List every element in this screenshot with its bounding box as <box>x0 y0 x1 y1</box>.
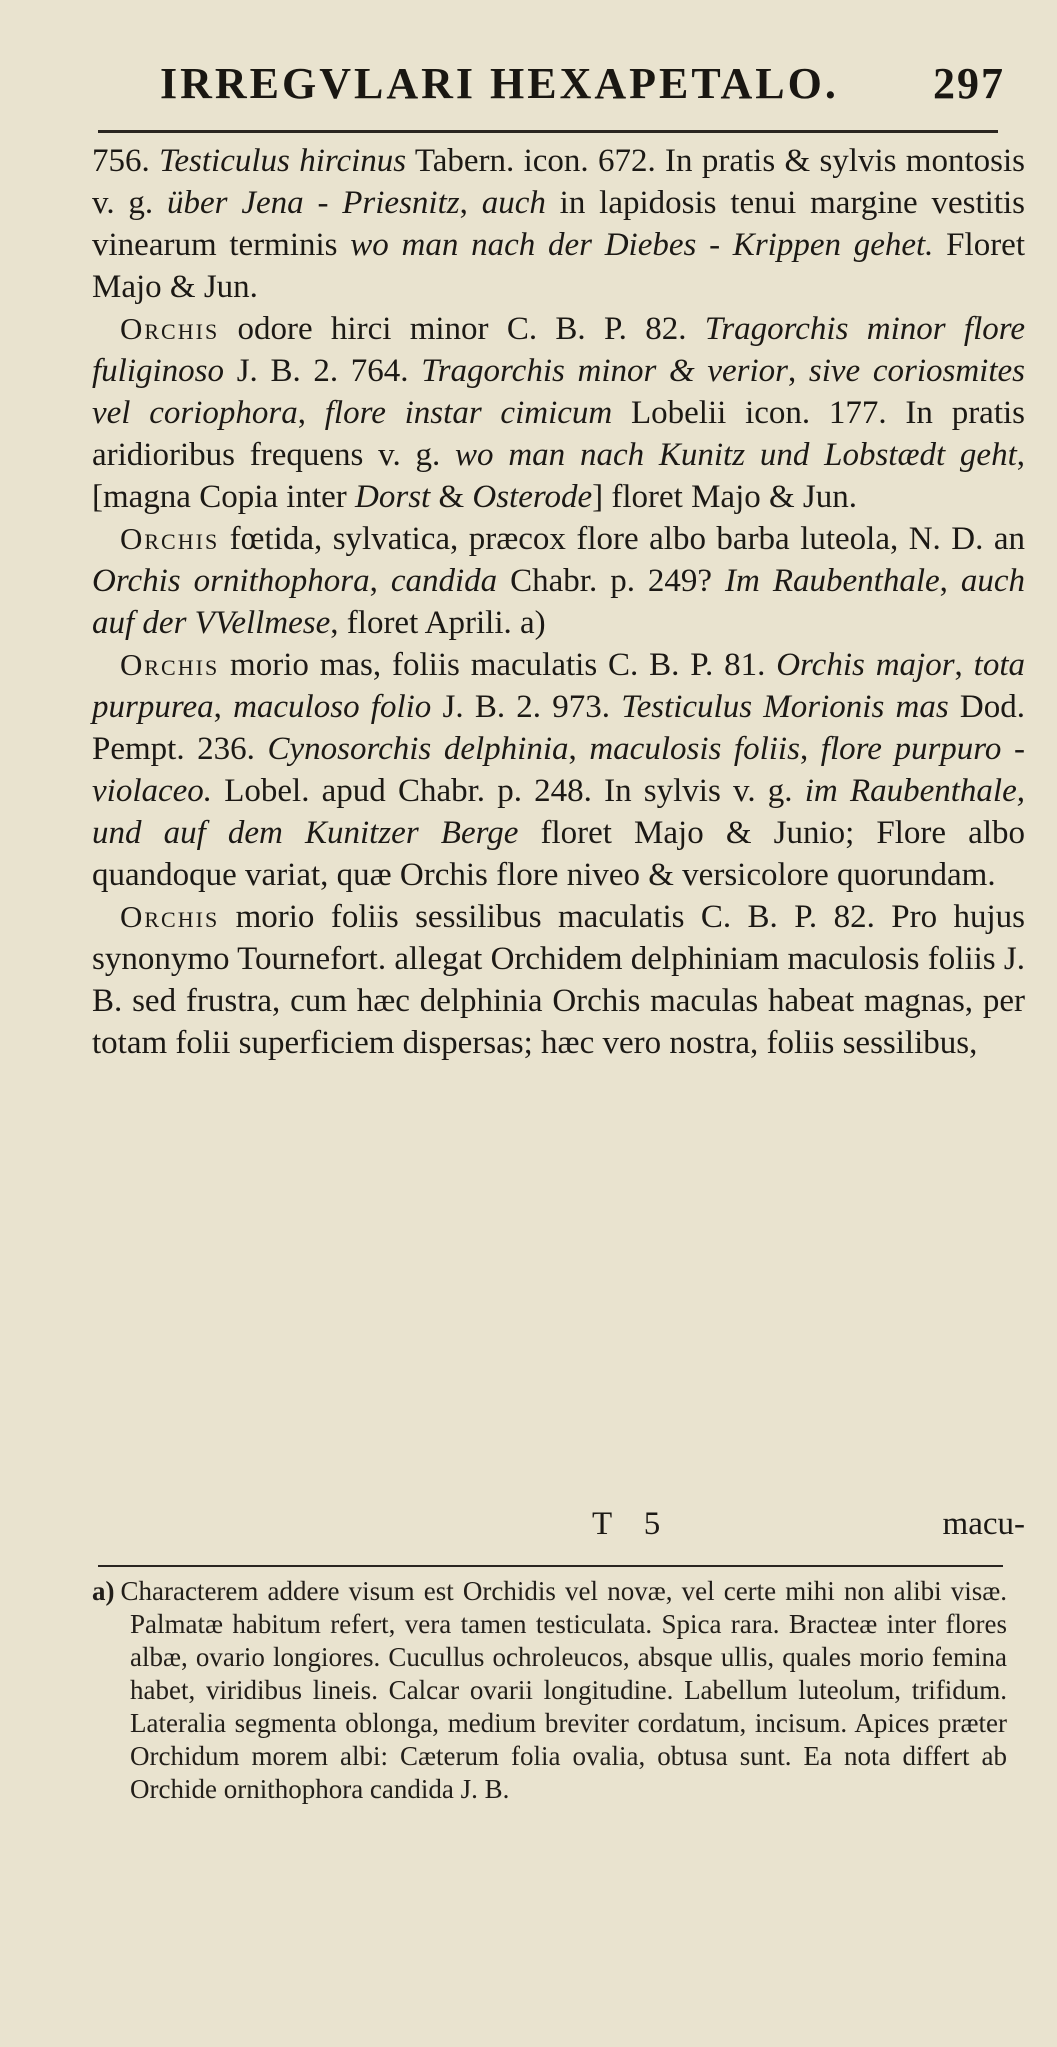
text-run: , [magna Copia inter <box>92 437 1025 515</box>
text-run: J. B. 2. 764. <box>224 353 422 389</box>
text-run: , <box>369 563 391 599</box>
text-run: fœtida, sylvatica, præcox flore albo barba luteola, N. D. an <box>219 521 1025 557</box>
footnote-rule <box>98 1565 1003 1567</box>
text-run: , <box>939 563 961 599</box>
italic-run: Dorst <box>355 479 431 515</box>
text-run: , <box>213 689 234 725</box>
small-caps-run: Orchis <box>120 899 220 934</box>
text-run: Lobelii icon. 177. In pratis aridioribus frequens v. g. <box>92 395 1026 473</box>
text-run: morio foliis sessilibus maculatis C. B. P. 82. Pro hujus synonymo Tournefort. allegat Orchidem delphiniam maculosis foliis J. B. sed frustra, cum hæc delphinia Orchis maculas habeat magnas, per totam folii superficiem dispersas; hæc vero nostra, foliis sessilibus, <box>92 899 1025 1061</box>
small-caps-run: Orchis <box>120 521 220 556</box>
small-caps-run: Orchis <box>120 311 220 346</box>
text-run: 756. <box>92 143 160 179</box>
text-run: Tabern. icon. 672. In pratis & sylvis montosis v. g. <box>92 143 1025 221</box>
text-run: Lobel. apud Chabr. p. 248. In sylvis v. g. <box>212 773 805 809</box>
text-run: , <box>459 185 482 221</box>
text-run: J. B. 2. 973. <box>431 689 622 725</box>
entry-orchis-morio-mas <box>92 644 1025 896</box>
entry-orchis-foetida <box>92 518 1025 644</box>
italic-run: wo man nach Kunitz und Lobstædt geht <box>455 437 1017 473</box>
italic-run: Orchis ornithophora <box>92 563 370 599</box>
italic-run: Tragorchis minor & verior <box>421 353 788 389</box>
header-rule <box>98 130 998 133</box>
body-text <box>92 140 1025 1064</box>
text-run: , <box>954 647 974 683</box>
footnote-text: Characterem addere visum est Orchidis vel novæ, vel certe mihi non alibi visæ. Palmatæ habitum refert, vera tamen testiculata. Spica rara. Bracteæ inter flores albæ, ovario longiores. Cucullus ochroleucos, absque ullis, quales morio femina habet, viridibus lineis. Calcar ovarii longitudine. Labellum luteolum, trifidum. Lateralia segmenta oblonga, medium breviter cordatum, incisum. Apices præter Orchidum morem albi: Cæterum folia ovalia, obtusa sunt. Ea nota differt ab Orchide ornithophora candida J. B. <box>120 1576 1007 1804</box>
text-run: odore hirci minor C. B. P. 82. <box>219 311 705 347</box>
italic-run: auch <box>481 185 546 221</box>
signature-line <box>92 1506 1025 1546</box>
italic-run: im Raubenthale, und auf dem Kunitzer Berge <box>92 773 1025 851</box>
running-head: IRREGVLARI HEXAPETALO. <box>160 59 839 108</box>
italic-run: Osterode <box>472 479 593 515</box>
italic-run: tota purpurea <box>92 647 1026 725</box>
text-run: Dod. Pempt. 236. <box>92 689 1025 767</box>
italic-run: auch auf der VVellmese <box>92 563 1026 641</box>
italic-run: wo man nach der Diebes - Krippen gehet. <box>350 227 934 263</box>
text-run: in lapidosis tenui margine vestitis vinearum terminis <box>92 185 1025 263</box>
entry-orchis-morio-foliis-sessilibus <box>92 896 1025 1064</box>
footnote-body <box>92 1575 1007 1806</box>
italic-run: Orchis major <box>776 647 955 683</box>
italic-run: Cynosorchis delphinia <box>267 731 569 767</box>
italic-run: flore instar cimicum <box>324 395 613 431</box>
text-run: , floret Aprili. a) <box>330 605 546 641</box>
entry-756 <box>92 140 1025 308</box>
text-run: Floret Majo & Jun. <box>92 227 1026 305</box>
italic-run: Tragorchis minor flore fuliginoso <box>92 311 1026 389</box>
text-run: , <box>297 395 325 431</box>
text-run: & <box>430 479 473 515</box>
signature-mark: T 5 <box>592 1506 673 1542</box>
italic-run: maculosis foliis <box>589 731 800 767</box>
italic-run: sive coriosmites vel coriophora <box>92 353 1026 431</box>
entry-orchis-odore-hirci <box>92 308 1025 518</box>
italic-run: Testiculus Morionis mas <box>621 689 949 725</box>
italic-run: flore purpuro - violaceo. <box>92 731 1025 809</box>
italic-run: über Jena - Priesnitz <box>167 185 460 221</box>
italic-run: maculoso folio <box>233 689 432 725</box>
page-number: 297 <box>933 59 1005 108</box>
italic-run: candida <box>390 563 498 599</box>
text-run: , <box>799 731 821 767</box>
italic-run: Im Raubenthale <box>725 563 940 599</box>
catchword: macu- <box>942 1506 1025 1542</box>
text-run: floret Majo & Junio; Flore albo quandoque variat, quæ Orchis flore niveo & versicolore quorundam. <box>92 815 1025 893</box>
text-run: Chabr. p. 249? <box>497 563 726 599</box>
text-run: ] floret Majo & Jun. <box>592 479 858 515</box>
small-caps-run: Orchis <box>120 647 220 682</box>
footnote-marker: a) <box>92 1576 115 1606</box>
text-run: , <box>568 731 590 767</box>
text-run: morio mas, foliis maculatis C. B. P. 81. <box>219 647 777 683</box>
italic-run: Testiculus hircinus <box>159 143 407 179</box>
footnote <box>92 1575 1007 1806</box>
text-run: , <box>787 353 809 389</box>
